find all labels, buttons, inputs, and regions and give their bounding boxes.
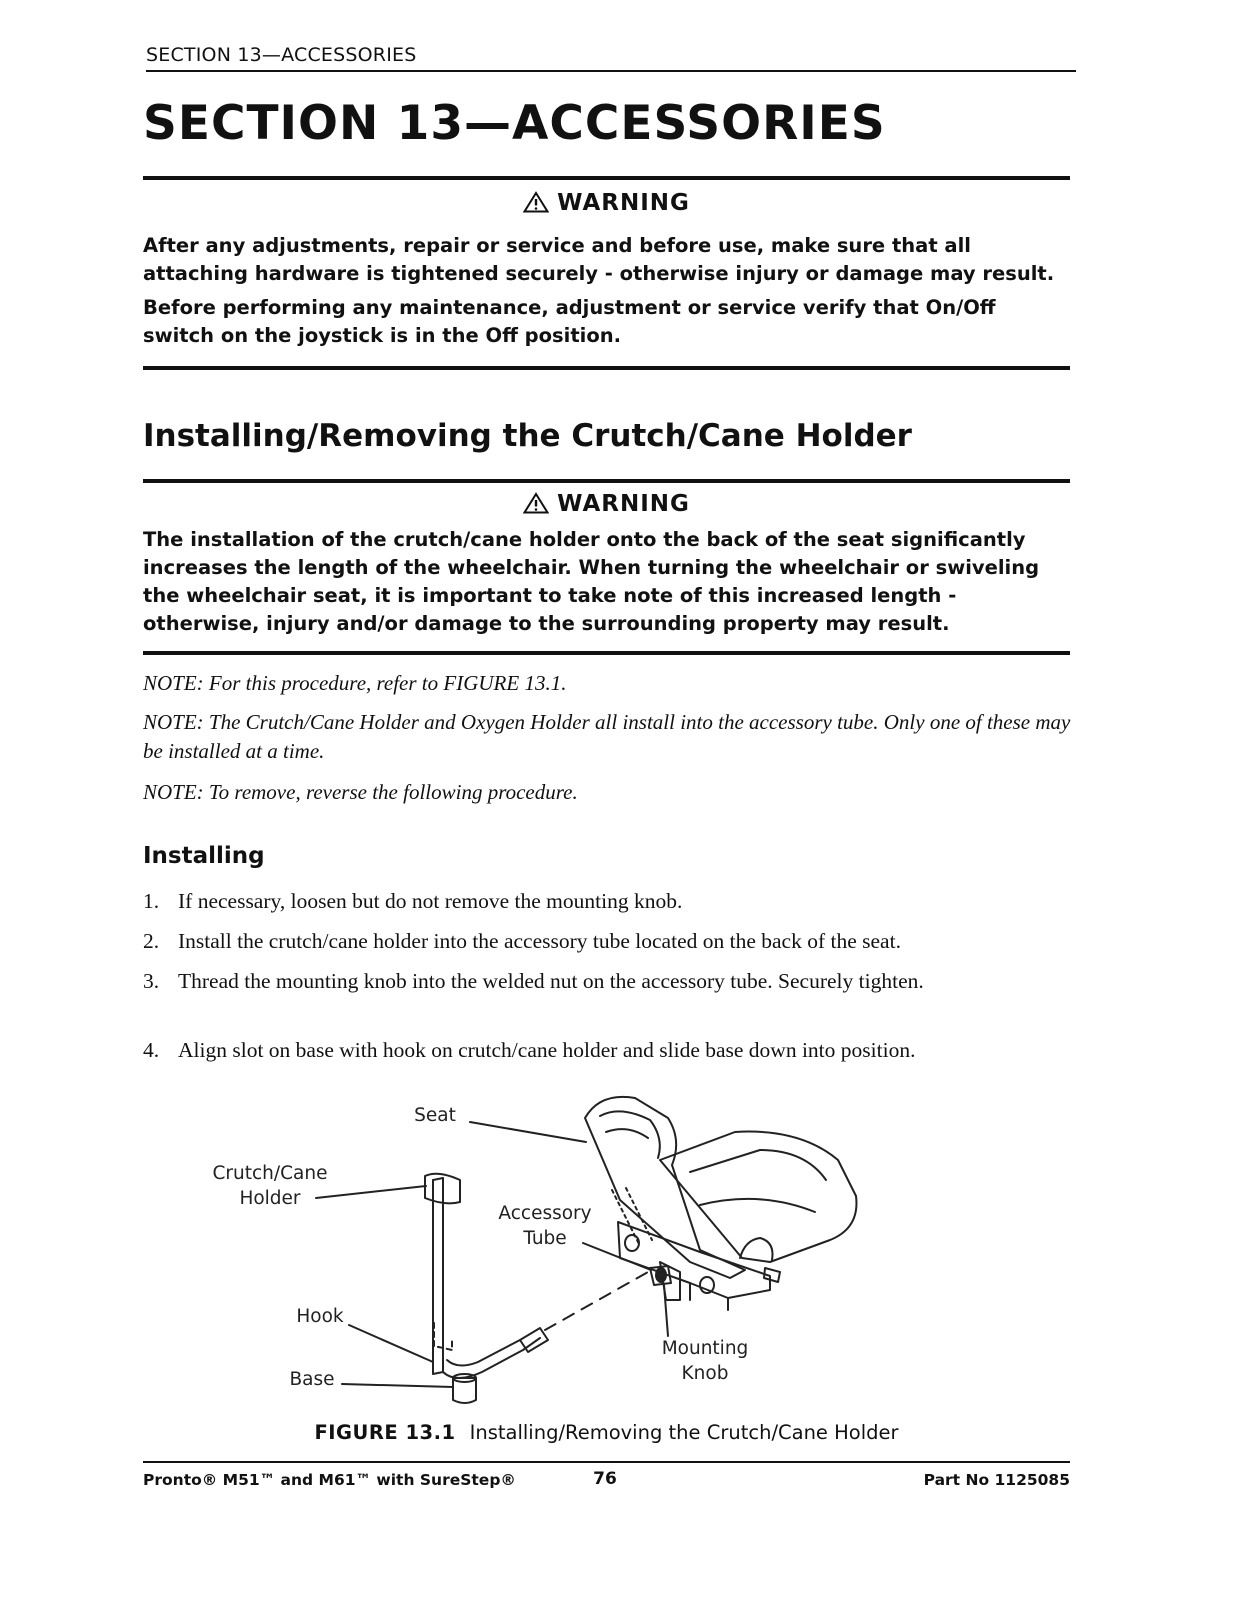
callout-tube: Tube [523, 1228, 567, 1249]
list-item [143, 1036, 1083, 1065]
callout-base: Base [289, 1369, 335, 1390]
note: NOTE: To remove, reverse the following procedure. [143, 780, 578, 804]
seat-back-drawing [585, 1097, 745, 1278]
callout-accessory: Accessory [498, 1203, 592, 1224]
installing-heading: Installing [143, 843, 265, 869]
step-text: If necessary, loosen but do not remove the mounting knob. [178, 889, 683, 913]
warning-paragraph: After any adjustments, repair or service and before use, make sure that all attaching hardware is tightened securely - otherwise injury or damage may result. [143, 234, 1055, 285]
warning-label: WARNING [557, 190, 690, 216]
running-head: SECTION 13—ACCESSORIES [146, 44, 417, 66]
callout-crutch-cane: Crutch/Cane [212, 1163, 328, 1184]
warning-paragraph: Before performing any maintenance, adjustment or service verify that On/Off switch on the joystick is in the Off position. [143, 296, 996, 347]
footer-rule [143, 1461, 1070, 1463]
step-text: Thread the mounting knob into the welded nut on the accessory tube. Securely tighten. [178, 969, 924, 993]
section-title: SECTION 13—ACCESSORIES [143, 96, 886, 151]
crutch-cane-holder-illustration [0, 1080, 1237, 1410]
list-item [143, 967, 1043, 996]
warning-bottom-rule [143, 366, 1070, 370]
callout-mounting: Mounting [661, 1338, 749, 1359]
warning-label: WARNING [557, 491, 690, 517]
note: NOTE: The Crutch/Cane Holder and Oxygen Holder all install into the accessory tube. Only one of these may be installed at a time. [143, 710, 1071, 763]
step-number: 2. [143, 929, 160, 953]
step-number: 3. [143, 969, 160, 993]
figure-number: FIGURE 13.1 [314, 1421, 456, 1444]
list-item [143, 927, 1083, 956]
warning-heading [143, 190, 1070, 216]
list-item [143, 887, 1083, 916]
callout-knob: Knob [681, 1363, 729, 1384]
step-number: 1. [143, 889, 160, 913]
warning-heading [143, 491, 1070, 517]
page-number: 76 [593, 1469, 617, 1489]
figure-caption-text: Installing/Removing the Crutch/Cane Holder [469, 1421, 899, 1444]
callout-seat: Seat [414, 1105, 456, 1126]
callout-hook: Hook [296, 1306, 344, 1327]
subsection-title: Installing/Removing the Crutch/Cane Holder [143, 418, 912, 454]
step-text: Install the crutch/cane holder into the accessory tube located on the back of the seat. [178, 929, 901, 953]
callout-holder: Holder [239, 1188, 301, 1209]
step-text: Align slot on base with hook on crutch/cane holder and slide base down into position. [178, 1038, 916, 1062]
figure-caption [143, 1421, 1070, 1444]
warning-triangle-icon [523, 191, 549, 213]
warning-top-rule [143, 176, 1070, 180]
warning-paragraph: The installation of the crutch/cane holder onto the back of the seat significantly increases the length of the wheelchair. When turning the wheelchair or swiveling the wheelchair seat, it is important to take note of this increased length - otherwise, injury and/or damage to the surrounding property may result. [143, 528, 1040, 635]
note: NOTE: For this procedure, refer to FIGURE 13.1. [143, 671, 567, 695]
running-head-rule [146, 70, 1076, 72]
step-number: 4. [143, 1038, 160, 1062]
footer-part-number: Part No 1125085 [923, 1471, 1070, 1489]
warning-bottom-rule [143, 651, 1070, 655]
holder-arm-drawing [443, 1338, 540, 1378]
footer-product: Pronto® M51™ and M61™ with SureStep® [143, 1471, 516, 1489]
warning-triangle-icon [523, 492, 549, 514]
warning-top-rule [143, 479, 1070, 483]
